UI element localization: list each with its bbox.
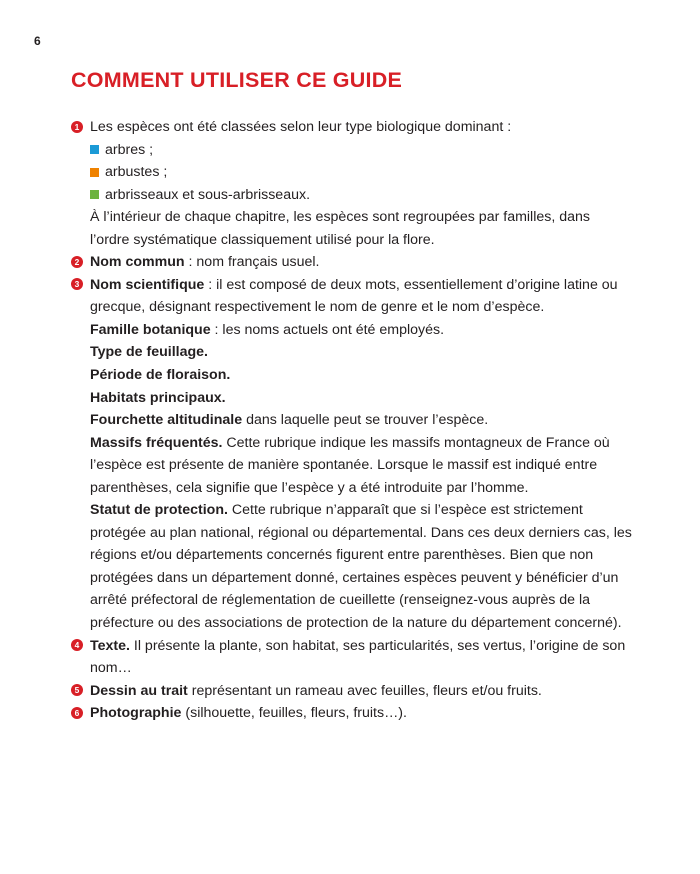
- swatch-line-arbrisseaux: [71, 184, 633, 207]
- subitem-type-de-feuillage-term: Type de feuillage.: [90, 344, 208, 361]
- list-marker-5: 5: [71, 684, 83, 696]
- list-item-4-text: Il présente la plante, son habitat, ses particularités, ses vertus, l’origine de son nom…: [90, 637, 626, 677]
- list-item-2-text: : nom français usuel.: [184, 254, 320, 271]
- list-item-3-text: : il est composé de deux mots, essentiellement d’origine latine ou grecque, désignant respectivement le nom de genre et le nom d’espèce.: [90, 276, 618, 316]
- list-item-1: [71, 116, 633, 139]
- subitem-periode-de-floraison: [71, 364, 633, 387]
- list-item-5: [71, 680, 633, 703]
- page-content: [71, 116, 633, 725]
- subitem-type-de-feuillage: [71, 341, 633, 364]
- list-item-5-term: Dessin au trait: [90, 682, 188, 699]
- list-item-5-text: représentant un rameau avec feuilles, fleurs et/ou fruits.: [187, 682, 542, 699]
- swatch-orange-icon: [90, 168, 99, 177]
- page-number: 6: [34, 34, 41, 48]
- swatch-label-arbres: arbres ;: [105, 141, 154, 158]
- subitem-statut-de-protection-term: Statut de protection.: [90, 502, 228, 519]
- list-item-4-term: Texte.: [90, 637, 130, 654]
- list-marker-1: 1: [71, 121, 83, 133]
- swatch-blue-icon: [90, 145, 99, 154]
- swatch-label-arbustes: arbustes ;: [105, 164, 168, 181]
- subitem-famille-botanique-text: : les noms actuels ont été employés.: [210, 321, 445, 338]
- list-item-6: [71, 702, 633, 725]
- swatch-green-icon: [90, 190, 99, 199]
- subitem-fourchette-altitudinale: [71, 409, 633, 432]
- list-item-1-closing: À l’intérieur de chaque chapitre, les espèces sont regroupées par familles, dans l’ordre systématique classiquement utilisé pour la flore.: [90, 209, 590, 248]
- subitem-massifs-frequentes-term: Massifs fréquentés.: [90, 434, 223, 451]
- list-item-3: [71, 274, 633, 319]
- list-item-2: [71, 251, 633, 274]
- list-item-1-intro: Les espèces ont été classées selon leur type biologique dominant :: [90, 119, 512, 135]
- subitem-famille-botanique-term: Famille botanique: [90, 321, 211, 338]
- subitem-fourchette-altitudinale-text: dans laquelle peut se trouver l’espèce.: [242, 412, 489, 429]
- subitem-famille-botanique: [71, 319, 633, 342]
- swatch-label-arbrisseaux: arbrisseaux et sous-arbrisseaux.: [105, 186, 311, 203]
- subitem-periode-de-floraison-term: Période de floraison.: [90, 367, 231, 384]
- list-marker-4: 4: [71, 639, 83, 651]
- list-marker-3: 3: [71, 278, 83, 290]
- swatch-line-arbustes: [71, 161, 633, 184]
- subitem-massifs-frequentes: [71, 432, 633, 500]
- list-item-3-term: Nom scientifique: [90, 276, 205, 293]
- subitem-habitats-principaux: [71, 387, 633, 410]
- list-marker-2: 2: [71, 256, 83, 268]
- subitem-habitats-principaux-term: Habitats principaux.: [90, 389, 226, 406]
- subitem-fourchette-altitudinale-term: Fourchette altitudinale: [90, 412, 243, 429]
- list-item-6-term: Photographie: [90, 705, 182, 722]
- subitem-statut-de-protection: [71, 499, 633, 634]
- list-item-4: [71, 635, 633, 680]
- swatch-line-arbres: [71, 139, 633, 162]
- list-item-6-text: (silhouette, feuilles, fleurs, fruits…).: [181, 705, 407, 722]
- list-marker-6: 6: [71, 707, 83, 719]
- list-item-2-term: Nom commun: [90, 254, 185, 271]
- subitem-statut-de-protection-text: Cette rubrique n’apparaît que si l’espèce est strictement protégée au plan national, régional ou départemental. Dans ces deux derniers cas, les régions et/ou départements concernés figurent entre parenthèses. Bien que non protégées dans un département donné, certaines espèces peuvent y bénéficier d’un arrêté préfectoral de réglementation de cueillette (renseignez-vous auprès de la préfecture ou des associations de protection de la nature du département concerné).: [90, 502, 632, 632]
- page-title: COMMENT UTILISER CE GUIDE: [71, 68, 403, 92]
- subitem-massifs-frequentes-text: Cette rubrique indique les massifs montagneux de France où l’espèce est présente de manière spontanée. Lorsque le massif est indiqué entre parenthèses, cela signifie que l’espèce y a été introduite par l’homme.: [90, 434, 610, 496]
